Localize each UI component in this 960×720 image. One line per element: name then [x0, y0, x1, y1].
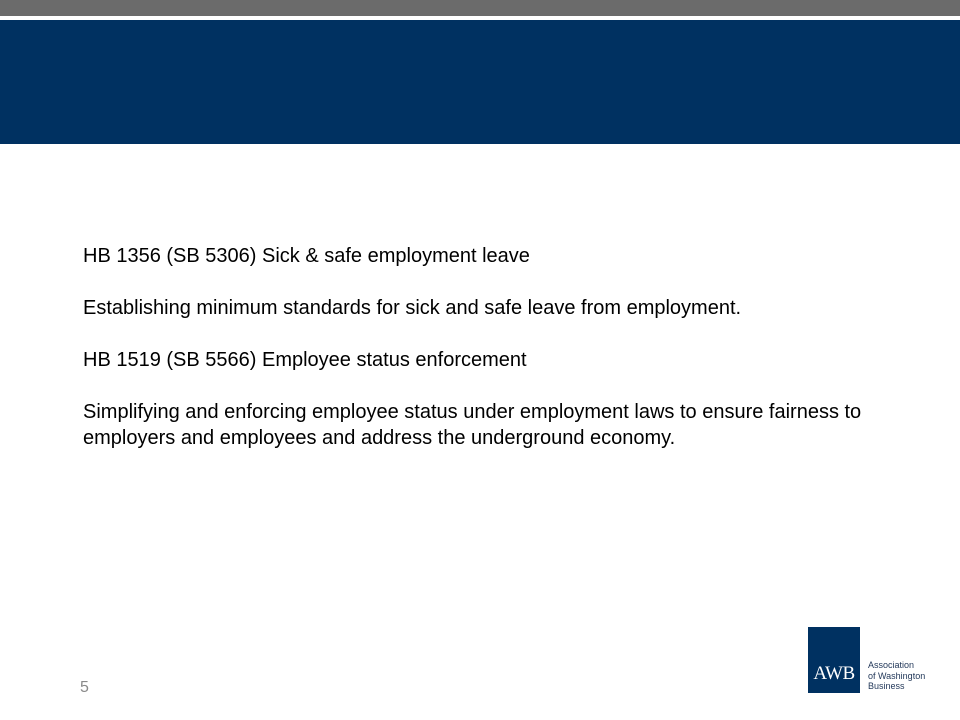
- page-number: 5: [80, 679, 89, 696]
- bill-title-2: HB 1519 (SB 5566) Employee status enforcement: [83, 349, 527, 371]
- logo-mark: [808, 627, 860, 693]
- logo-organization-name: [868, 660, 925, 692]
- logo-abbreviation: AWB: [813, 663, 855, 684]
- bill-title-1: HB 1356 (SB 5306) Sick & safe employment leave: [83, 245, 530, 267]
- bill-description-2: Simplifying and enforcing employee status under employment laws to ensure fairness to employers and employees and address the underground economy.: [83, 401, 862, 449]
- slide-body: [83, 243, 923, 451]
- header-band: [0, 20, 960, 144]
- logo-name-line-2: of Washington: [868, 670, 926, 681]
- awb-logo: [808, 627, 948, 697]
- logo-name-line-3: Business: [868, 681, 905, 691]
- logo-name-line-1: Association: [868, 660, 915, 670]
- top-accent-bar: [0, 0, 960, 16]
- bill-description-1: Establishing minimum standards for sick and safe leave from employment.: [83, 297, 742, 319]
